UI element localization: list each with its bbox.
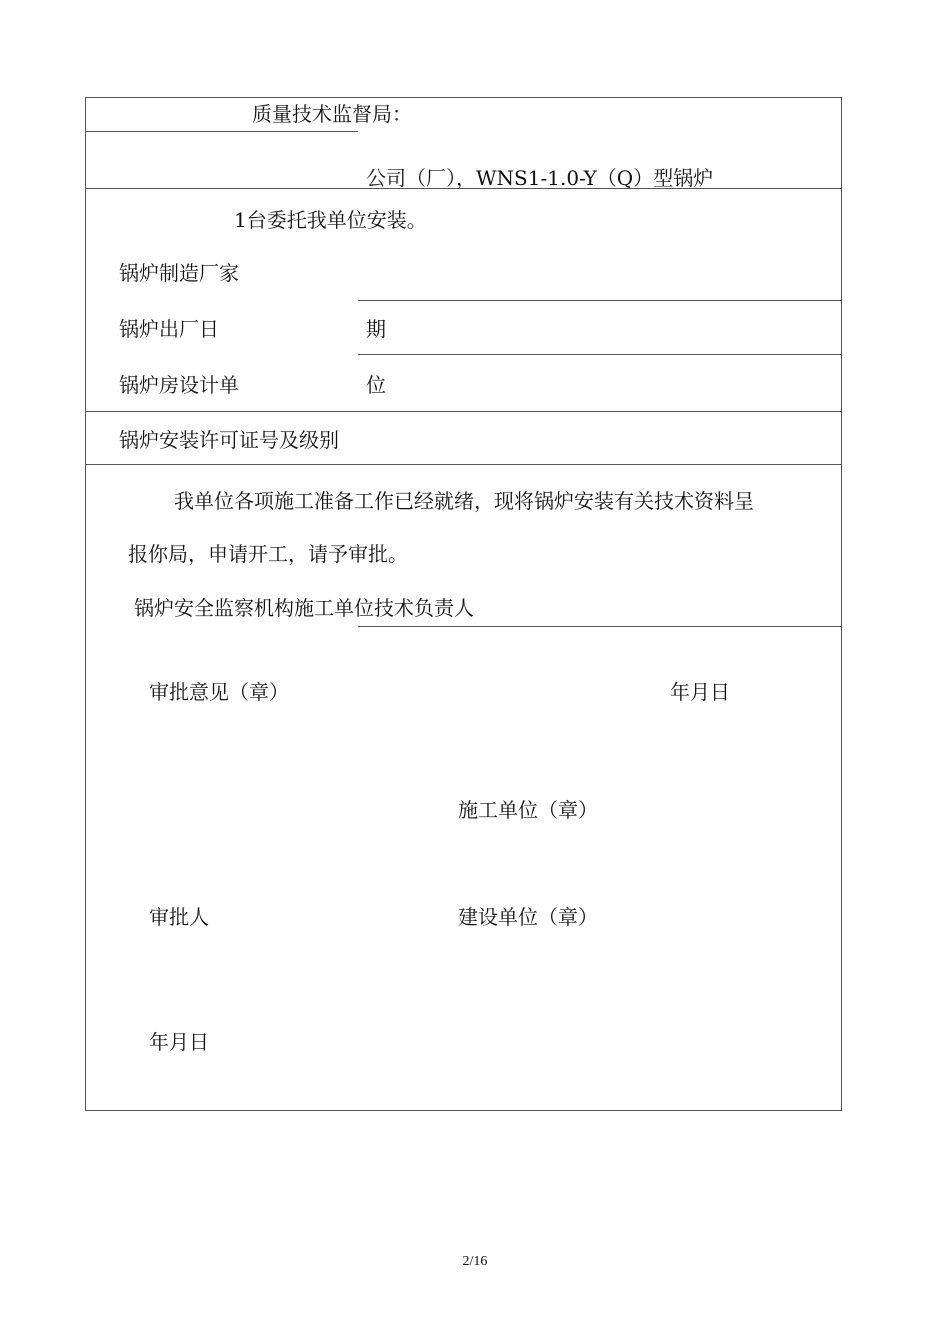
building-unit-seal: 建设单位（章）: [458, 905, 598, 929]
agency-technical-lead-line: 锅炉安全监察机构施工单位技术负责人: [134, 596, 474, 620]
bureau-underline: [86, 131, 358, 132]
boiler-installation-form: [85, 97, 842, 1111]
approval-opinion-label: 审批意见（章）: [149, 680, 289, 704]
row-divider: [86, 464, 841, 465]
design-unit-label: 锅炉房设计单: [119, 373, 239, 397]
company-line: 公司（厂），WNS1-1.0-Y（Q）型锅炉: [366, 166, 714, 190]
design-unit-suffix: 位: [366, 373, 386, 397]
statement-line-1: 我单位各项施工准备工作已经就绪，现将锅炉安装有关技术资料呈: [174, 489, 754, 513]
install-line: 1台委托我单位安装。: [234, 208, 427, 232]
approver-label: 审批人: [149, 905, 209, 929]
construction-unit-seal: 施工单位（章）: [458, 798, 598, 822]
manufacturer-underline: [358, 300, 841, 301]
statement-line-2: 报你局，申请开工，请予审批。: [128, 542, 408, 566]
row-divider: [86, 411, 841, 412]
manufacturer-label: 锅炉制造厂家: [119, 261, 239, 285]
factory-date-underline: [358, 354, 841, 355]
factory-date-suffix: 期: [366, 317, 386, 341]
factory-date-label: 锅炉出厂日: [119, 317, 219, 341]
technical-lead-underline: [358, 626, 841, 627]
bureau-line: 质量技术监督局：: [252, 102, 412, 126]
date-left: 年月日: [149, 1030, 209, 1054]
date-right: 年月日: [670, 680, 730, 704]
page-number: 2/16: [462, 1254, 488, 1269]
license-label: 锅炉安装许可证号及级别: [119, 428, 339, 452]
